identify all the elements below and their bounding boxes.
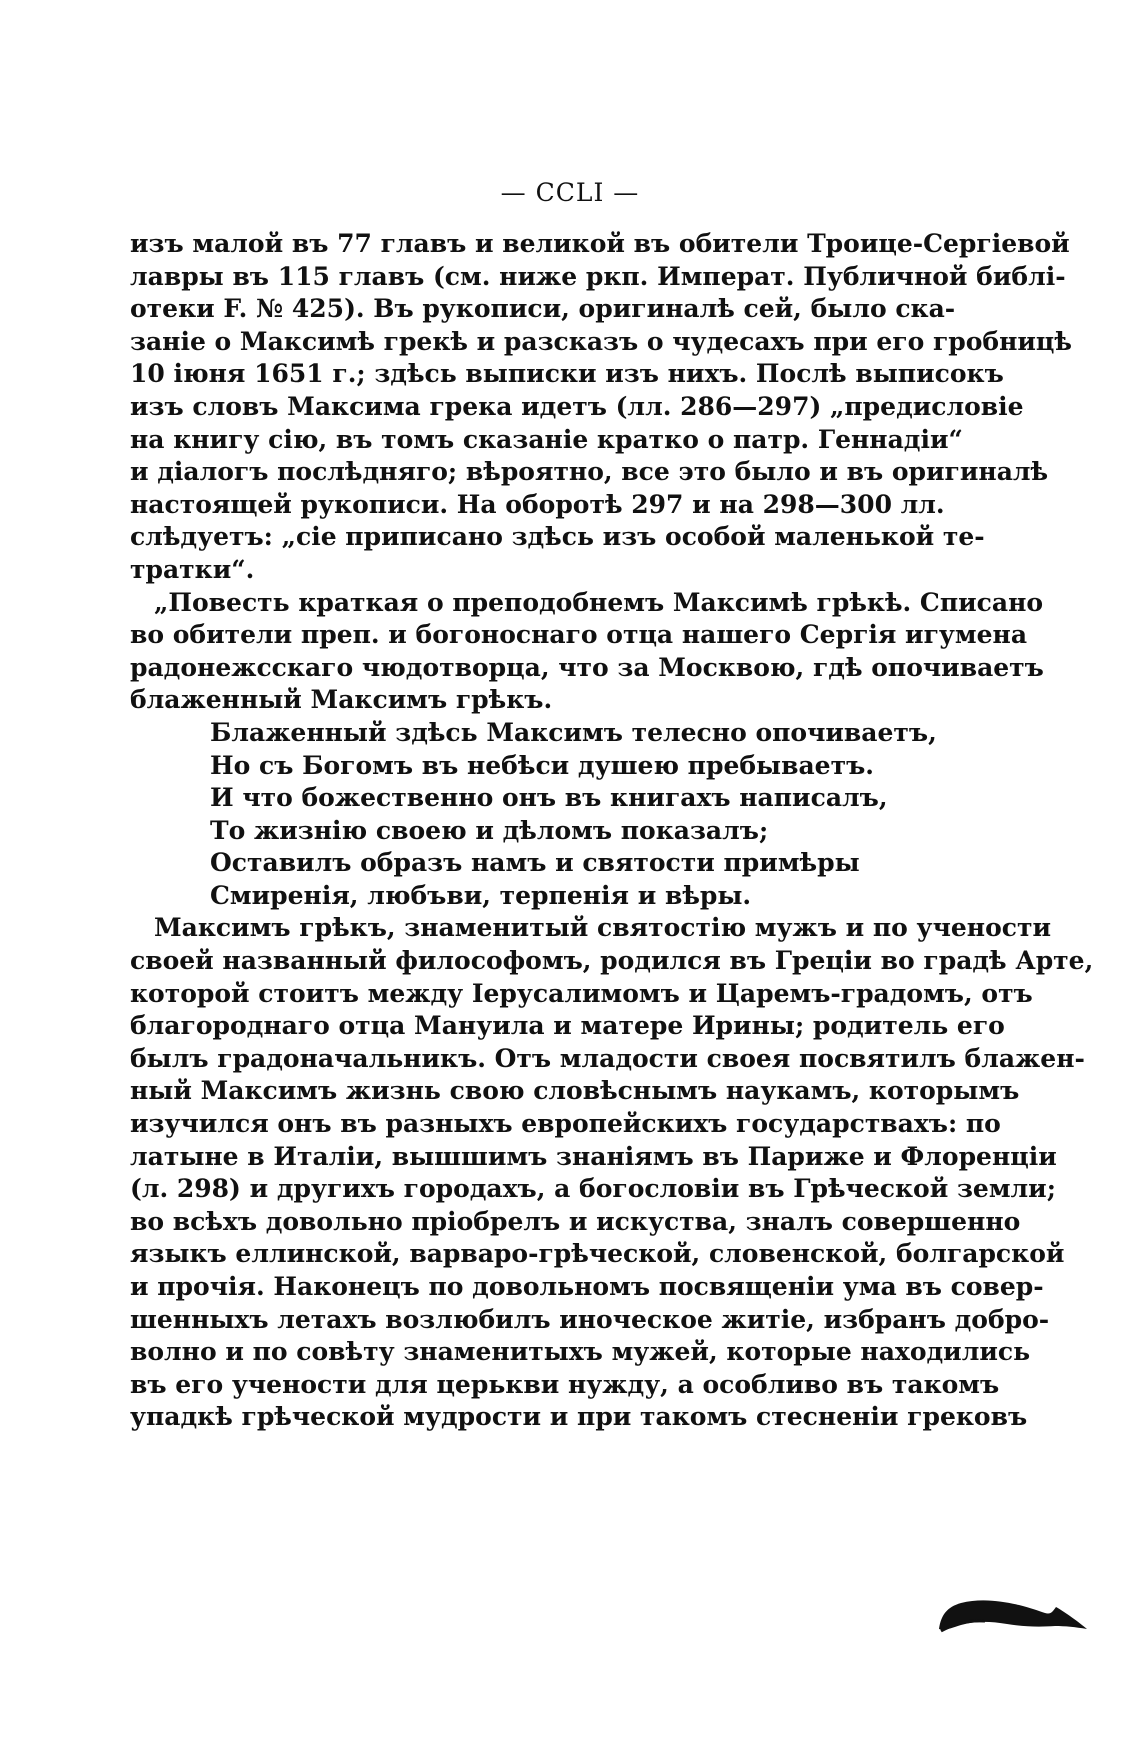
text-line: упадкѣ грѣческой мудрости и при такомъ стесненіи грековъ [130, 1402, 1028, 1432]
text-line: во всѣхъ довольно пріобрелъ и искуства, зналъ совершенно [130, 1206, 1021, 1236]
text-line: языкъ еллинской, варваро-грѣческой, словенской, болгарской [130, 1239, 1065, 1269]
text-line: отеки F. № 425). Въ рукописи, оригиналѣ сей, было ска- [130, 294, 956, 324]
text-line: настоящей рукописи. На оборотѣ 297 и на 298—300 лл. [130, 489, 945, 519]
text-line: Максимъ грѣкъ, знаменитый святостію мужъ и по учености [154, 913, 1051, 943]
paragraph-3 [130, 912, 1094, 1434]
text-line: шенныхъ летахъ возлюбилъ иноческое житіе, избранъ добро- [130, 1304, 1050, 1334]
paragraph-1 [130, 228, 1072, 587]
poem-line: Блаженный здѣсь Максимъ телесно опочиваетъ, [210, 717, 937, 747]
text-line: радонежсскаго чюдотворца, что за Москвою, гдѣ опочиваетъ [130, 652, 1044, 682]
page-corner-ornament [935, 1585, 1090, 1635]
text-line: своей названный философомъ, родился въ Греціи во градѣ Арте, [130, 946, 1094, 976]
text-line: волно и по совѣту знаменитыхъ мужей, которые находились [130, 1337, 1031, 1367]
poem-line: Но съ Богомъ въ небѣси душею пребываетъ. [210, 750, 874, 780]
text-line: тратки“. [130, 554, 255, 584]
text-line: блаженный Максимъ грѣкъ. [130, 685, 553, 715]
paragraph-2 [130, 587, 1044, 717]
text-line: во обители преп. и богоноснаго отца нашего Сергія игумена [130, 620, 1028, 650]
text-line: былъ градоначальникъ. Отъ младости своея посвятилъ блажен- [130, 1043, 1085, 1073]
text-line: лавры въ 115 главъ (см. ниже ркп. Императ. Публичной библі- [130, 261, 1066, 291]
poem-line: То жизнію своею и дѣломъ показалъ; [210, 815, 769, 845]
text-line: и діалогъ послѣдняго; вѣроятно, все это было и въ оригиналѣ [130, 457, 1049, 487]
text-line: въ его учености для церькви нужду, а особливо въ такомъ [130, 1369, 1000, 1399]
text-line: (л. 298) и другихъ городахъ, а богословіи въ Грѣческой земли; [130, 1174, 1056, 1204]
text-line: „Повесть краткая о преподобнемъ Максимѣ грѣкѣ. Списано [154, 587, 1044, 617]
text-line: изъ малой въ 77 главъ и великой въ обители Троице-Сергіевой [130, 229, 1070, 258]
page-number: — CCLI — [500, 178, 640, 207]
text-line: латыне в Италіи, вышшимъ знаніямъ въ Париже и Флоренціи [130, 1141, 1057, 1171]
text-line: заніе о Максимѣ грекѣ и разсказъ о чудесахъ при его гробницѣ [130, 326, 1072, 356]
text-line: слѣдуетъ: „сіе приписано здѣсь изъ особой маленькой те- [130, 522, 985, 552]
text-line: благороднаго отца Мануила и матере Ирины; родитель его [130, 1011, 1005, 1041]
body-text [130, 228, 1094, 1434]
text-line: изучился онъ въ разныхъ европейскихъ государствахъ: по [130, 1109, 1001, 1139]
poem-line: И что божественно онъ въ книгахъ написалъ, [210, 783, 888, 813]
text-line: изъ словъ Максима грека идетъ (лл. 286—297) „предисловіе [130, 391, 1024, 421]
text-line: на книгу сію, въ томъ сказаніе кратко о патр. Геннадіи“ [130, 424, 963, 454]
poem-line: Смиренія, любъви, терпенія и вѣры. [210, 880, 752, 910]
text-line: ный Максимъ жизнь свою словѣснымъ наукамъ, которымъ [130, 1076, 1020, 1106]
text-line: и прочія. Наконецъ по довольномъ посвященіи ума въ совер- [130, 1272, 1044, 1301]
poem-line: Оставилъ образъ намъ и святости примѣры [210, 848, 860, 878]
text-line: которой стоитъ между Іерусалимомъ и Царемъ-градомъ, отъ [130, 978, 1033, 1008]
poem [130, 717, 942, 913]
text-line: 10 іюня 1651 г.; здѣсь выписки изъ нихъ. Послѣ выписокъ [130, 359, 1004, 389]
